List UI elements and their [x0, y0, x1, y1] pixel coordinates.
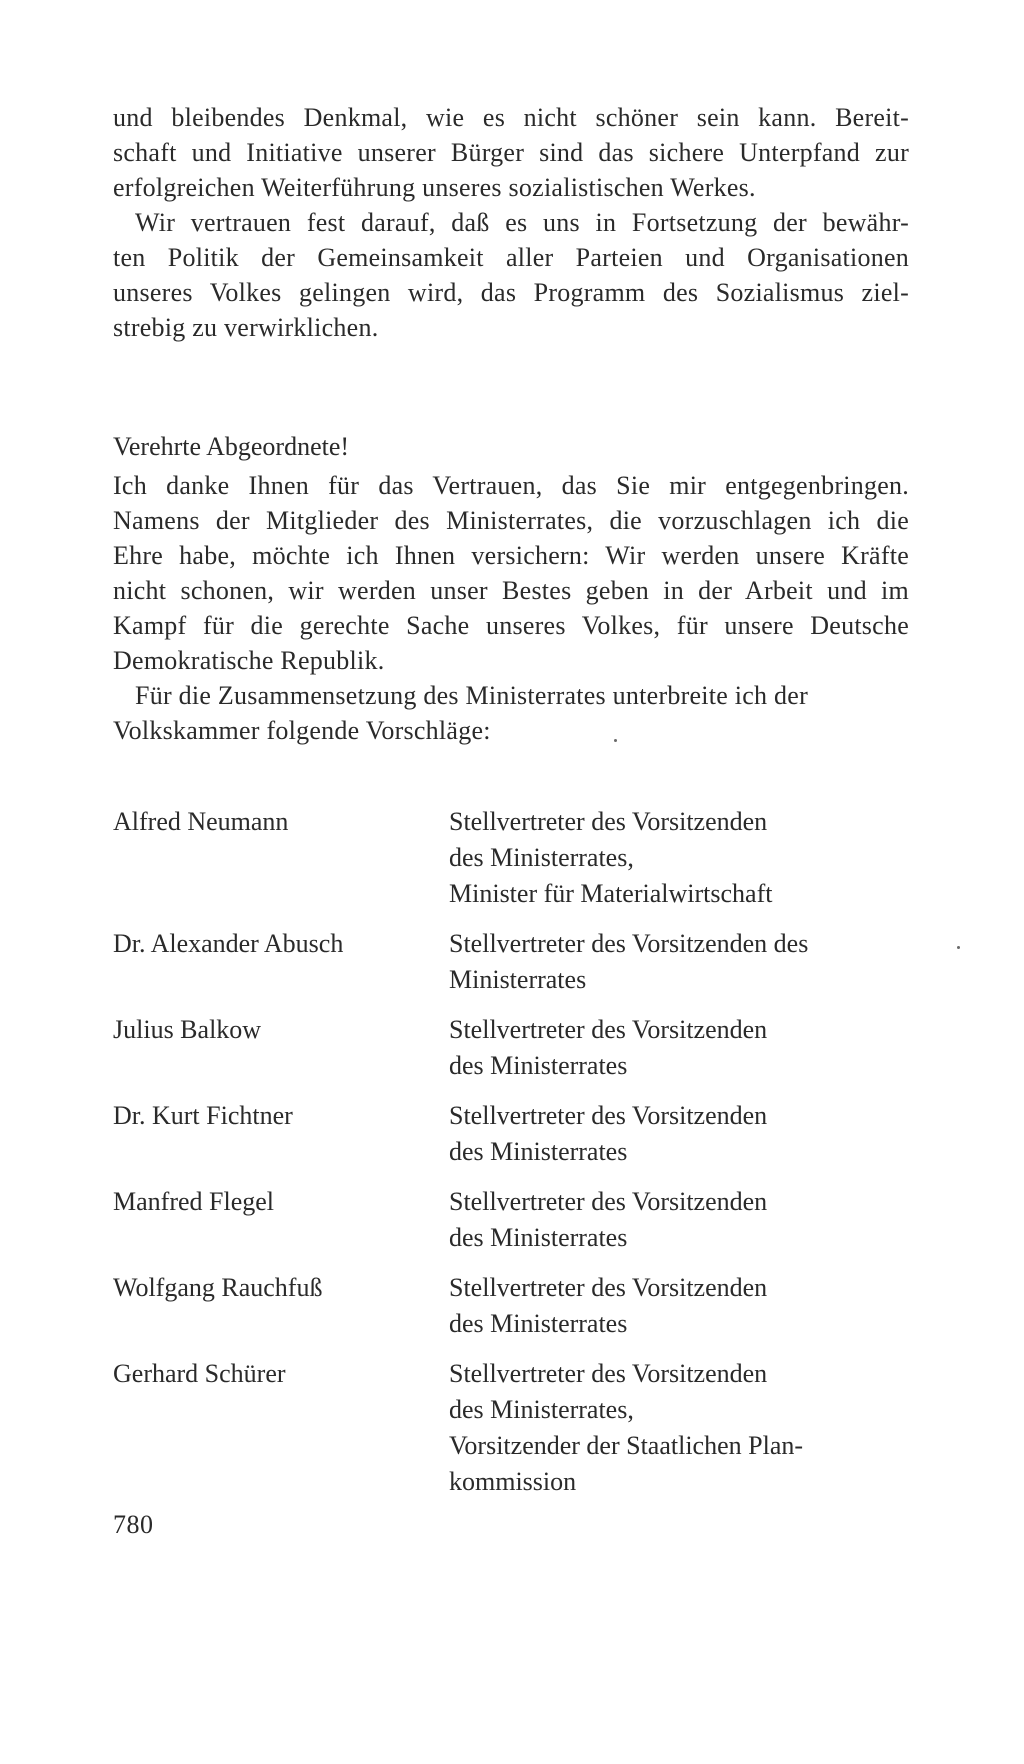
- member-role: [449, 1268, 909, 1342]
- member-row: [113, 1182, 909, 1256]
- paragraph-2: [113, 205, 909, 345]
- member-name: Manfred Flegel: [113, 1187, 275, 1216]
- member-role: [449, 1010, 909, 1084]
- member-name: Wolfgang Rauchfuß: [113, 1273, 323, 1302]
- role-line: Vorsitzender der Staatlichen Plan-: [449, 1431, 804, 1460]
- text-line: nicht schonen, wir werden unser Bestes geben in der Arbeit und im: [113, 576, 909, 605]
- text-line: strebig zu verwirklichen.: [113, 313, 379, 342]
- text-line: und bleibendes Denkmal, wie es nicht schöner sein kann. Bereit-: [113, 103, 909, 132]
- text-line: Ich danke Ihnen für das Vertrauen, das Sie mir entgegenbringen.: [113, 471, 909, 500]
- paragraph-3: [113, 468, 909, 678]
- text-column: [113, 100, 909, 1512]
- role-line: des Ministerrates,: [449, 1395, 634, 1424]
- role-line: Stellvertreter des Vorsitzenden: [449, 1273, 768, 1302]
- member-name: Dr. Alexander Abusch: [113, 929, 344, 958]
- role-line: kommission: [449, 1467, 577, 1496]
- role-line: des Ministerrates: [449, 1309, 628, 1338]
- role-line: Stellvertreter des Vorsitzenden des: [449, 929, 809, 958]
- text-line: schaft und Initiative unserer Bürger sind das sichere Unterpfand zur: [113, 138, 909, 167]
- member-row: [113, 1268, 909, 1342]
- member-row: [113, 802, 909, 912]
- text-line: erfolgreichen Weiterführung unseres sozialistischen Werkes.: [113, 173, 756, 202]
- role-line: des Ministerrates: [449, 1223, 628, 1252]
- text-line: Kampf für die gerechte Sache unseres Volkes, für unsere Deutsche: [113, 611, 909, 640]
- role-line: Minister für Materialwirtschaft: [449, 879, 773, 908]
- paragraph-1: [113, 100, 909, 205]
- role-line: Stellvertreter des Vorsitzenden: [449, 1359, 768, 1388]
- salutation: Verehrte Abgeordnete!: [113, 432, 350, 461]
- role-line: des Ministerrates: [449, 1051, 628, 1080]
- member-role: [449, 1182, 909, 1256]
- text-line: unseres Volkes gelingen wird, das Programm des Sozialismus ziel-: [113, 278, 909, 307]
- role-line: Stellvertreter des Vorsitzenden: [449, 1101, 768, 1130]
- member-role: [449, 802, 909, 912]
- member-role: [449, 924, 909, 998]
- role-line: des Ministerrates,: [449, 843, 634, 872]
- role-line: Stellvertreter des Vorsitzenden: [449, 1015, 768, 1044]
- member-role: [449, 1096, 909, 1170]
- text-line: Wir vertrauen fest darauf, daß es uns in Fortsetzung der bewähr-: [135, 208, 909, 237]
- text-line: Für die Zusammensetzung des Ministerrates unterbreite ich der: [135, 681, 808, 710]
- page-number: 780: [113, 1510, 154, 1539]
- member-row: [113, 924, 909, 998]
- print-speck: [614, 739, 617, 742]
- role-line: Stellvertreter des Vorsitzenden: [449, 807, 768, 836]
- text-line: ten Politik der Gemeinsamkeit aller Parteien und Organisationen: [113, 243, 909, 272]
- role-line: des Ministerrates: [449, 1137, 628, 1166]
- text-line: Namens der Mitglieder des Ministerrates, die vorzuschlagen ich die: [113, 506, 909, 535]
- member-name: Julius Balkow: [113, 1015, 262, 1044]
- print-speck: [957, 946, 960, 949]
- member-name: Gerhard Schürer: [113, 1359, 286, 1388]
- member-name: Alfred Neumann: [113, 807, 289, 836]
- text-line: Demokratische Republik.: [113, 646, 385, 675]
- member-list: [113, 802, 909, 1500]
- member-row: [113, 1096, 909, 1170]
- role-line: Stellvertreter des Vorsitzenden: [449, 1187, 768, 1216]
- section-spacer: [113, 345, 909, 429]
- text-line: Volkskammer folgende Vorschläge:: [113, 716, 491, 745]
- member-row: [113, 1010, 909, 1084]
- member-role: [449, 1354, 909, 1500]
- member-name: Dr. Kurt Fichtner: [113, 1101, 293, 1130]
- role-line: Ministerrates: [449, 965, 587, 994]
- member-row: [113, 1354, 909, 1500]
- text-line: Ehre habe, möchte ich Ihnen versichern: Wir werden unsere Kräfte: [113, 541, 909, 570]
- paragraph-4: [113, 678, 909, 748]
